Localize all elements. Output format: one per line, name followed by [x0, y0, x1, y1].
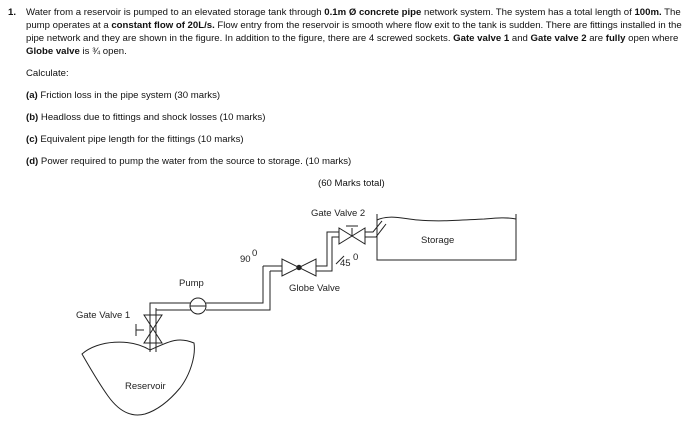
part-label: (a) — [26, 90, 38, 101]
statement-text: open where — [625, 33, 679, 44]
storage-label: Storage — [421, 235, 455, 246]
part-text: Headloss due to fittings and shock losses (10 marks) — [40, 112, 266, 123]
statement-emphasis: Globe valve — [26, 46, 80, 57]
statement-text: network system. The system has a total length of — [421, 7, 635, 18]
pipe-to-globe-valve — [263, 266, 282, 271]
statement-text: are — [586, 33, 606, 44]
pipe-to-storage — [365, 221, 386, 237]
statement-text: Flow entry from the reservoir is smooth where flow exit to the tank is sudden. There are fittings installed in the pipe network and they are shown in the figure. In addition to the figure, there are 4 screwed sockets. — [26, 20, 682, 44]
pipe-to-pump — [150, 303, 191, 310]
gate-valve-2-symbol — [339, 226, 365, 244]
angle-90-degree: 0 — [252, 248, 258, 259]
part-label: (b) — [26, 112, 39, 123]
globe-valve-symbol — [282, 259, 316, 276]
statement-text: The pump operates at a — [26, 7, 681, 31]
statement-emphasis: Gate valve 1 — [453, 33, 510, 44]
part-text: Equivalent pipe length for the fittings (10 marks) — [40, 134, 244, 145]
part-label: (d) — [26, 156, 39, 167]
statement-emphasis: 0.1m Ø concrete pipe — [324, 7, 422, 18]
reservoir-outline — [82, 340, 194, 415]
statement-emphasis: Gate valve 2 — [530, 33, 587, 44]
part-label: (c) — [26, 134, 38, 145]
statement-emphasis: constant flow of 20L/s. — [111, 20, 215, 31]
part-text: Friction loss in the pipe system (30 marks) — [40, 90, 221, 101]
total-marks: (60 Marks total) — [318, 178, 385, 189]
gate-valve-1-label: Gate Valve 1 — [76, 310, 131, 321]
calculate-label: Calculate: — [26, 68, 69, 79]
angle-90-label: 90 — [240, 254, 251, 265]
storage-water-surface — [377, 217, 516, 221]
reservoir-label: Reservoir — [125, 381, 166, 392]
statement-text: and — [509, 33, 531, 44]
gate-valve-2-label: Gate Valve 2 — [311, 208, 366, 219]
statement-emphasis: 100m. — [634, 7, 662, 18]
pipe-after-globe-valve — [316, 232, 339, 271]
gate-valve-1-symbol — [136, 315, 162, 343]
pump-discharge-pipe — [206, 266, 270, 310]
statement-text: Water from a reservoir is pumped to an elevated storage tank through — [26, 7, 325, 18]
globe-valve-label: Globe Valve — [289, 283, 341, 294]
part-text: Power required to pump the water from the source to storage. (10 marks) — [40, 156, 352, 167]
question-number: 1. — [8, 7, 17, 18]
statement-emphasis: fully — [605, 33, 626, 44]
angle-45-label: 45 — [340, 258, 351, 269]
statement-text: is ¾ open. — [79, 46, 127, 57]
angle-45-degree: 0 — [353, 252, 359, 263]
pump-label: Pump — [179, 278, 204, 289]
